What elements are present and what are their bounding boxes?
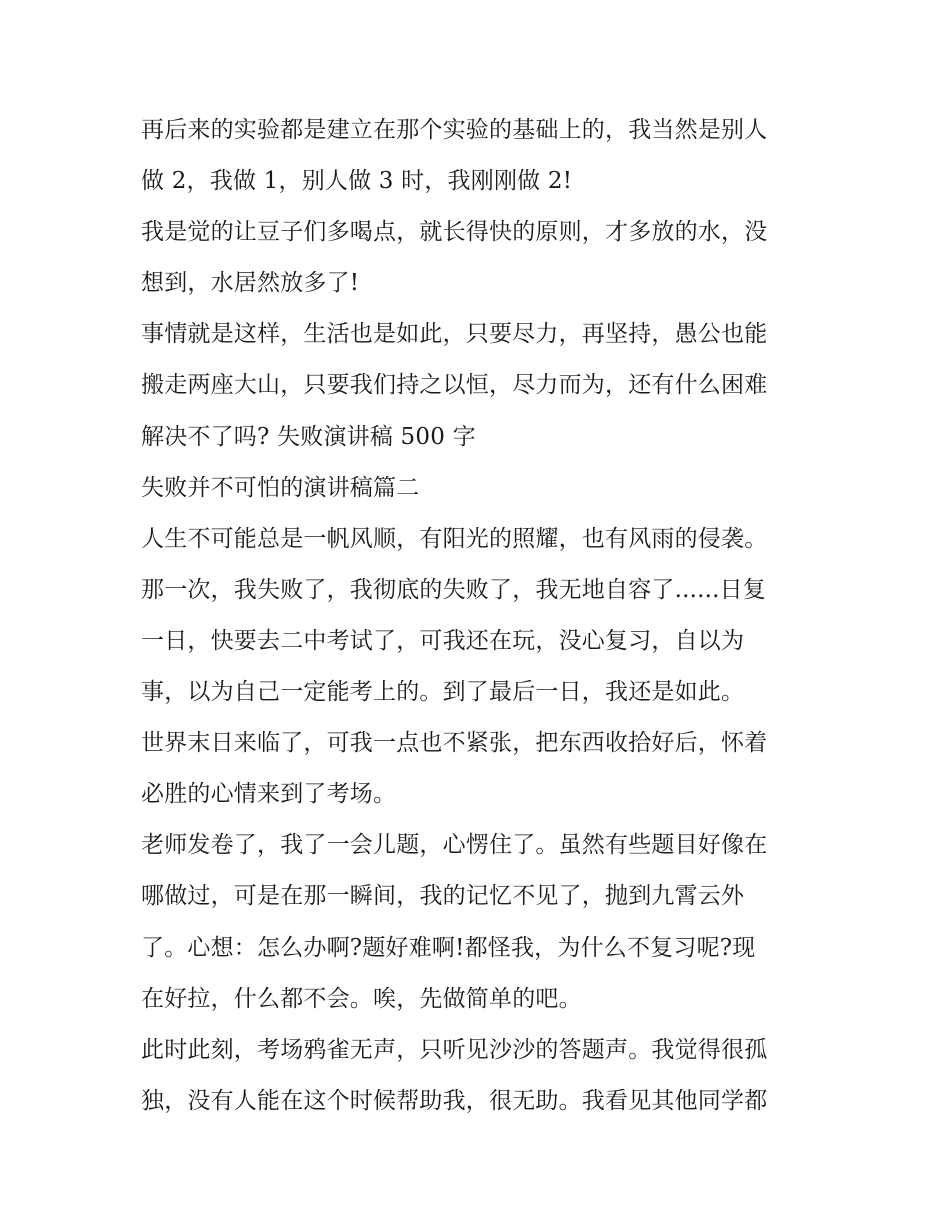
text-line: 世界末日来临了，可我一点也不紧张，把东西收拾好后，怀着 xyxy=(141,730,768,757)
text-line: 解决不了吗? 失败演讲稿 500 字 xyxy=(141,423,476,450)
text-line: 在好拉，什么都不会。唉，先做简单的吧。 xyxy=(141,985,582,1012)
text-line: 再后来的实验都是建立在那个实验的基础上的，我当然是别人 xyxy=(141,117,768,143)
text-line: 人生不可能总是一帆风顺，有阳光的照耀，也有风雨的侵袭。 xyxy=(141,525,768,552)
text-line: 独，没有人能在这个时候帮助我，很无助。我看见其他同学都 xyxy=(141,1087,768,1114)
text-line: 那一次，我失败了，我彻底的失败了，我无地自容了......日复 xyxy=(141,576,767,603)
text-line: 了。心想：怎么办啊?题好难啊!都怪我，为什么不复习呢?现 xyxy=(141,934,756,961)
text-line: 做 2，我做 1，别人做 3 时，我刚刚做 2! xyxy=(141,168,573,195)
text-line: 一日，快要去二中考试了，可我还在玩，没心复习，自以为 xyxy=(141,627,745,654)
text-line: 搬走两座大山，只要我们持之以恒，尽力而为，还有什么困难 xyxy=(141,372,768,399)
text-line: 必胜的心情来到了考场。 xyxy=(141,781,397,808)
text-line: 事情就是这样，生活也是如此，只要尽力，再坚持，愚公也能 xyxy=(141,321,768,348)
text-line: 想到，水居然放多了! xyxy=(141,270,360,297)
document-body xyxy=(141,105,831,1127)
text-line: 哪做过，可是在那一瞬间，我的记忆不见了，抛到九霄云外 xyxy=(141,883,745,910)
text-line: 事，以为自己一定能考上的。到了最后一日，我还是如此。 xyxy=(141,679,745,706)
text-line: 老师发卷了，我了一会儿题，心愣住了。虽然有些题目好像在 xyxy=(141,832,768,859)
section-heading: 失败并不可怕的演讲稿篇二 xyxy=(141,474,420,501)
text-line: 此时此刻，考场鸦雀无声，只听见沙沙的答题声。我觉得很孤 xyxy=(141,1036,768,1063)
text-line: 我是觉的让豆子们多喝点，就长得快的原则，才多放的水，没 xyxy=(141,219,768,246)
